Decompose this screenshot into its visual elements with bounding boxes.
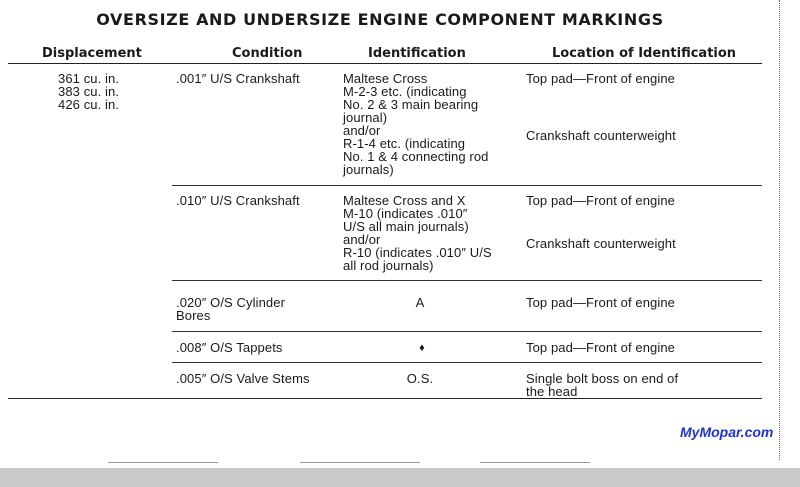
row2-condition: .010″ U/S Crankshaft xyxy=(176,193,300,208)
row3-condition: .020″ O/S Cylinder Bores xyxy=(176,295,286,323)
row2-location-top: Top pad—Front of engine xyxy=(526,193,676,208)
header-condition: Condition xyxy=(232,46,303,61)
row1-condition: .001″ U/S Crankshaft xyxy=(176,71,300,86)
diamond-icon: ♦ xyxy=(419,342,425,354)
row3-divider xyxy=(172,331,762,332)
row4-divider xyxy=(172,362,762,363)
scan-artifact xyxy=(480,462,590,463)
scan-artifact xyxy=(108,462,218,463)
row2-divider xyxy=(172,280,762,281)
row2-location-counterweight: Crankshaft counterweight xyxy=(526,236,676,251)
row1-location-top: Top pad—Front of engine xyxy=(526,71,676,86)
header-identification: Identification xyxy=(368,46,466,61)
row4-condition: .008″ O/S Tappets xyxy=(176,340,283,355)
bottom-rule xyxy=(8,398,762,399)
watermark-logo: MyMopar.com xyxy=(680,424,774,440)
header-rule xyxy=(8,63,762,64)
row1-identification: Maltese Cross M-2-3 etc. (indicating No. 2 & 3 main bearing journal) and/or R-1-4 etc. (indicating No. 1 & 4 connecting rod journals) xyxy=(343,71,489,177)
row5-identification: O.S. xyxy=(406,371,434,386)
page-edge-line xyxy=(779,0,780,460)
scan-artifact xyxy=(300,462,420,463)
row2-identification: Maltese Cross and X M-10 (indicates .010″ U/S all main journals) and/or R-10 (indicates .010″ U/S all rod journals) xyxy=(343,193,492,273)
row5-condition: .005″ O/S Valve Stems xyxy=(176,371,310,386)
scan-bottom-band xyxy=(0,468,800,487)
header-displacement: Displacement xyxy=(42,46,142,61)
page-title: OVERSIZE AND UNDERSIZE ENGINE COMPONENT MARKINGS xyxy=(96,10,664,29)
displacement-383: 383 cu. in. xyxy=(58,84,120,99)
row5-location: Single bolt boss on end of the head xyxy=(526,371,679,399)
row1-location-counterweight: Crankshaft counterweight xyxy=(526,128,676,143)
header-location: Location of Identification xyxy=(552,46,737,61)
displacement-361: 361 cu. in. xyxy=(58,71,120,86)
row3-location: Top pad—Front of engine xyxy=(526,295,676,310)
row1-divider xyxy=(172,185,762,186)
displacement-426: 426 cu. in. xyxy=(58,97,120,112)
row4-location: Top pad—Front of engine xyxy=(526,340,676,355)
row3-identification: A xyxy=(415,295,425,310)
